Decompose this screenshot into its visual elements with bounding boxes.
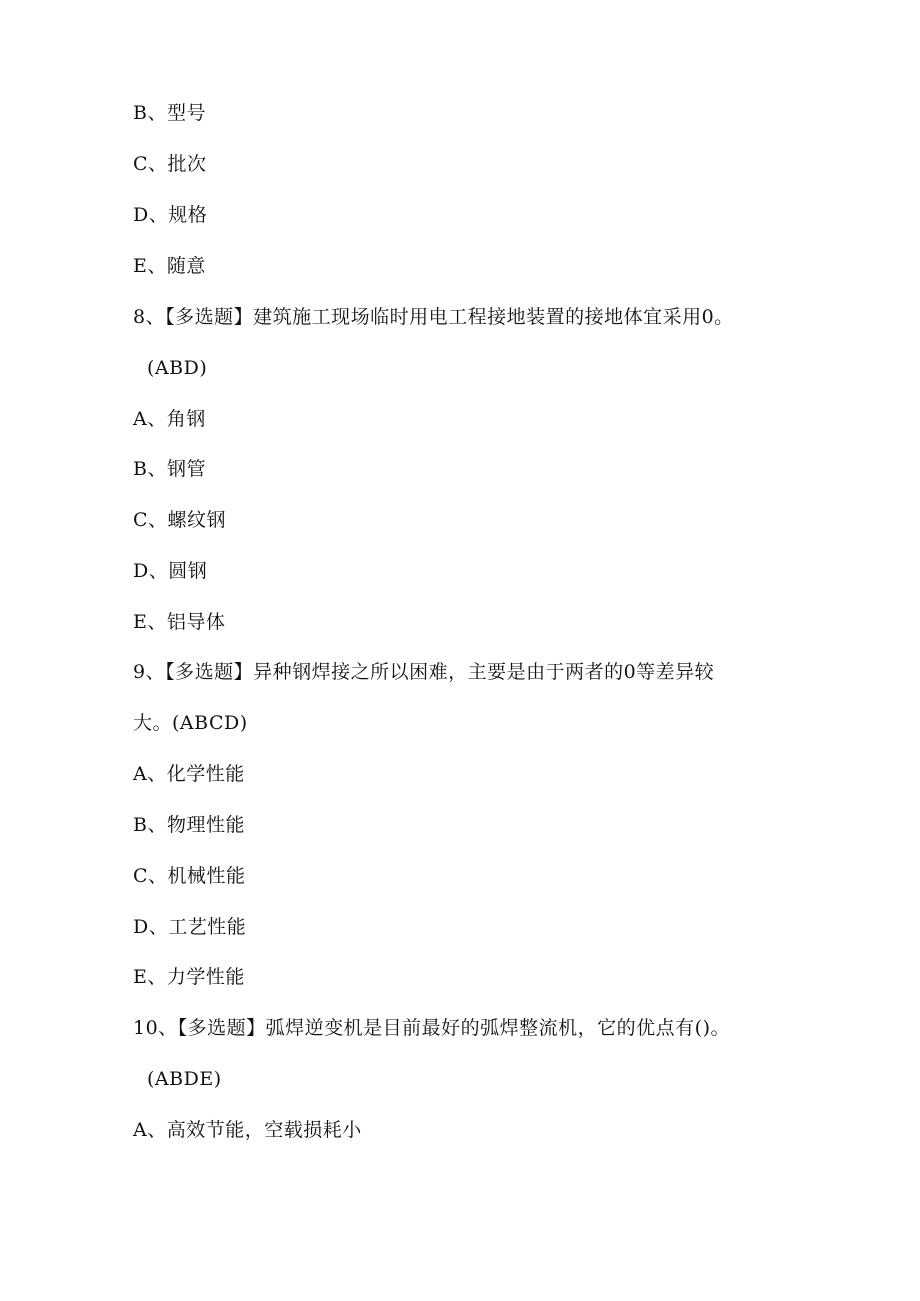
q9-option-e: E、力学性能 <box>133 966 245 988</box>
q7-option-e: E、随意 <box>133 255 206 277</box>
q8-option-a: A、角钢 <box>133 408 206 430</box>
q9-question-continued: 大。(ABCD) <box>133 712 248 734</box>
q8-question: 8、【多选题】建筑施工现场临时用电工程接地装置的接地体宜采用0。 <box>133 306 734 328</box>
q9-option-c: C、机械性能 <box>133 865 246 887</box>
q8-option-e: E、铝导体 <box>133 611 226 633</box>
q10-option-a: A、高效节能，空载损耗小 <box>133 1119 362 1141</box>
q8-option-c: C、螺纹钢 <box>133 509 227 531</box>
q9-question: 9、【多选题】异种钢焊接之所以困难，主要是由于两者的0等差异较 <box>133 661 715 683</box>
q9-option-b: B、物理性能 <box>133 814 245 836</box>
q9-option-d: D、工艺性能 <box>133 916 247 938</box>
q8-option-d: D、圆钢 <box>133 560 208 582</box>
q7-option-d: D、规格 <box>133 204 208 226</box>
q10-answer: (ABDE) <box>147 1068 222 1090</box>
q8-option-b: B、钢管 <box>133 458 206 480</box>
q9-option-a: A、化学性能 <box>133 763 245 785</box>
q10-question: 10、【多选题】弧焊逆变机是目前最好的弧焊整流机，它的优点有()。 <box>133 1017 731 1039</box>
q7-option-c: C、批次 <box>133 153 207 175</box>
q8-answer: (ABD) <box>147 357 208 379</box>
q7-option-b: B、型号 <box>133 102 206 124</box>
